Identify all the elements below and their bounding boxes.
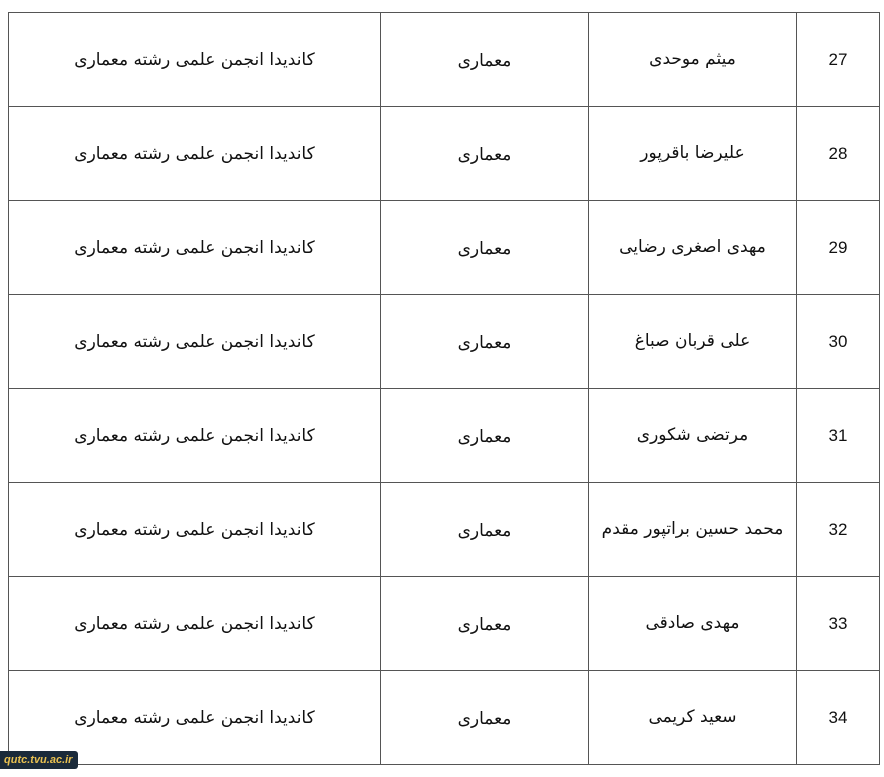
field-cell [381, 13, 589, 107]
description-cell: کاندیدا انجمن علمی رشته معماری [9, 671, 381, 765]
field-cell [381, 671, 589, 765]
table-row [9, 201, 880, 295]
field-cell [381, 107, 589, 201]
row-number-cell: 31 [797, 389, 880, 483]
name-cell: میثم موحدی [589, 13, 797, 107]
field-cell [381, 389, 589, 483]
table-row [9, 577, 880, 671]
name-cell: محمد حسین براتپور مقدم [589, 483, 797, 577]
description-cell: کاندیدا انجمن علمی رشته معماری [9, 483, 381, 577]
description-cell: کاندیدا انجمن علمی رشته معماری [9, 107, 381, 201]
name-cell: علیرضا باقرپور [589, 107, 797, 201]
row-number-cell: 32 [797, 483, 880, 577]
field-label: معماری [457, 426, 512, 447]
name-cell: مهدی اصغری رضایی [589, 201, 797, 295]
field-label: معماری [457, 332, 512, 353]
field-label: معماری [457, 238, 512, 259]
table-row [9, 13, 880, 107]
description-cell: کاندیدا انجمن علمی رشته معماری [9, 389, 381, 483]
row-number-cell: 33 [797, 577, 880, 671]
description-cell: کاندیدا انجمن علمی رشته معماری [9, 577, 381, 671]
table-row [9, 107, 880, 201]
field-label: معماری [457, 144, 512, 165]
field-label: معماری [457, 50, 512, 71]
field-cell [381, 295, 589, 389]
description-cell: کاندیدا انجمن علمی رشته معماری [9, 13, 381, 107]
table-row [9, 483, 880, 577]
name-cell: مرتضی شکوری [589, 389, 797, 483]
row-number-cell: 28 [797, 107, 880, 201]
row-number-cell: 34 [797, 671, 880, 765]
field-cell [381, 483, 589, 577]
field-label: معماری [457, 708, 512, 729]
name-cell: علی قربان صباغ [589, 295, 797, 389]
field-cell [381, 201, 589, 295]
description-cell: کاندیدا انجمن علمی رشته معماری [9, 201, 381, 295]
field-label: معماری [457, 520, 512, 541]
candidates-table [8, 12, 880, 765]
site-watermark: qutc.tvu.ac.ir [0, 751, 78, 769]
field-cell [381, 577, 589, 671]
field-label: معماری [457, 614, 512, 635]
row-number-cell: 27 [797, 13, 880, 107]
table-row [9, 295, 880, 389]
row-number-cell: 30 [797, 295, 880, 389]
table-row [9, 671, 880, 765]
name-cell: مهدی صادقی [589, 577, 797, 671]
table-row [9, 389, 880, 483]
name-cell: سعید کریمی [589, 671, 797, 765]
row-number-cell: 29 [797, 201, 880, 295]
description-cell: کاندیدا انجمن علمی رشته معماری [9, 295, 381, 389]
